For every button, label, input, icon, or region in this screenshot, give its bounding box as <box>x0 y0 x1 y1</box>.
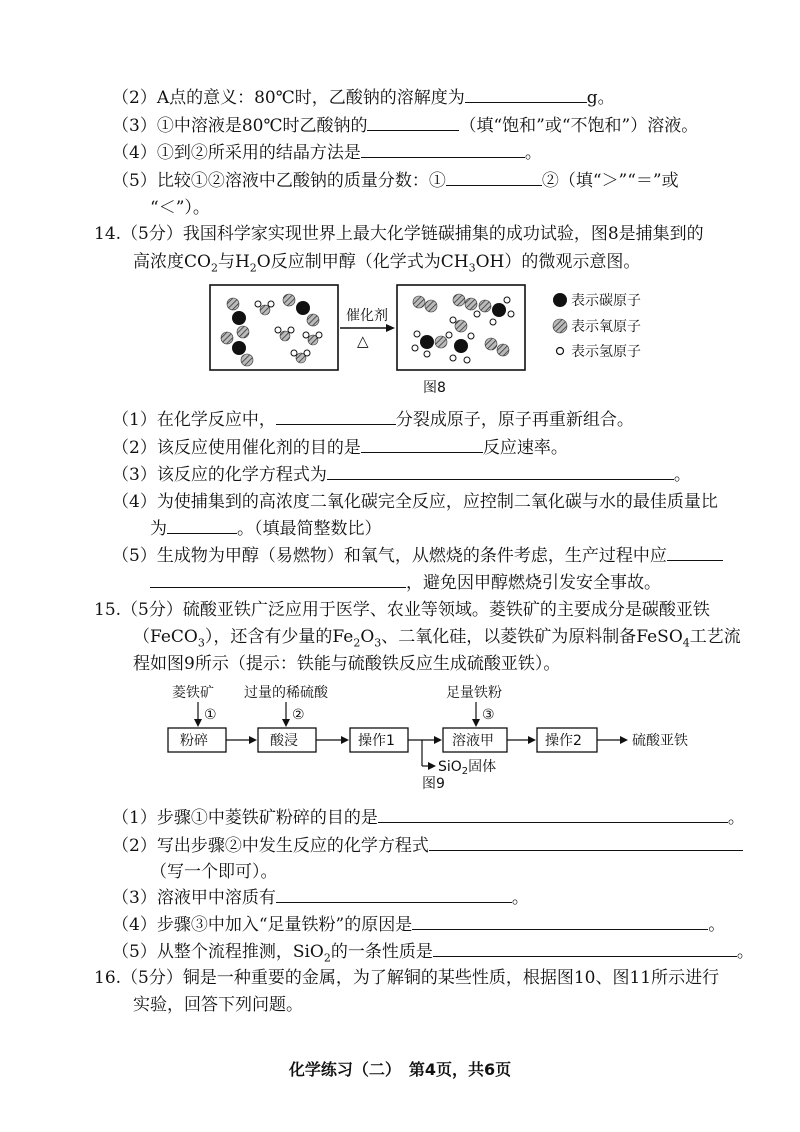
arrow-icon <box>528 736 536 744</box>
q15-part5: （5）从整个流程推测，SiO$_2$的一条性质是 。 <box>112 942 754 965</box>
svg-text:操作1: 操作1 <box>358 733 395 749</box>
arrow-icon <box>428 762 436 770</box>
answer-blank[interactable] <box>667 546 723 561</box>
svg-text:溶液甲: 溶液甲 <box>452 733 494 749</box>
arrow-icon <box>194 719 202 727</box>
q14-part1: （1）在化学反应中， 分裂成原子，原子再重新组合。 <box>112 410 634 430</box>
input-sulfuric-acid: 过量的稀硫酸 <box>244 685 328 701</box>
q15-part2: （2）写出步骤②中发生反应的化学方程式 <box>112 836 743 856</box>
h2o-molecule <box>291 350 310 363</box>
oxygen-atom-icon <box>553 319 567 333</box>
co2-molecule <box>221 332 253 366</box>
answer-blank[interactable] <box>327 465 674 480</box>
h2o-molecule <box>255 301 274 315</box>
q14-part4-cont: 为 。（填最简整数比） <box>150 519 382 539</box>
q14-part5: （5）生成物为甲醇（易燃物）和氧气，从燃烧的条件考虑，生产过程中应 <box>112 546 723 566</box>
figure-8-diagram <box>205 280 675 400</box>
svg-text:操作2: 操作2 <box>545 733 582 749</box>
product-ferrous-sulfate: 硫酸亚铁 <box>632 733 688 749</box>
o2-molecule <box>485 338 509 356</box>
arrow-icon <box>282 719 290 727</box>
h2o-molecule <box>303 332 322 345</box>
o2-molecule <box>413 296 437 312</box>
svg-text:酸浸: 酸浸 <box>270 733 298 749</box>
step-2-number: ② <box>292 707 305 723</box>
page-footer: 化学练习（二） 第4页，共6页 <box>288 1060 512 1079</box>
q14-stem: 14.（5分）我国科学家实现世界上最大化学链碳捕集的成功试验，图8是捕集到的 <box>94 224 704 244</box>
q15-part3: （3）溶液甲中溶质有 。 <box>112 888 529 908</box>
catalyst-label: 催化剂 <box>346 308 388 324</box>
carbon-atom-icon <box>553 293 567 307</box>
hydrogen-atom-icon <box>557 348 564 355</box>
answer-blank[interactable] <box>361 143 525 158</box>
q14-part4: （4）为使捕集到的高浓度二氧化碳完全反应，应控制二氧化碳与水的最佳质量比 <box>112 492 718 512</box>
methanol-molecule <box>474 297 514 325</box>
legend-hydrogen: 表示氢原子 <box>571 344 641 360</box>
arrow-icon <box>620 736 628 744</box>
q13-part3: （3）①中溶液是80℃时乙酸钠的 （填“饱和”或“不饱和”）溶液。 <box>112 116 699 136</box>
h2o-molecule <box>275 327 294 341</box>
q14-part5-cont: ，避免因甲醇燃烧引发安全事故。 <box>150 573 661 593</box>
q13-part4: （4）①到②所采用的结晶方法是 。 <box>112 143 542 163</box>
q14-stem-cont: 高浓度$CO_2$与$H_2O$反应制甲醇（化学式为$CH_3OH$）的微观示意图。 <box>133 252 641 275</box>
q14-part3: （3）该反应的化学方程式为 。 <box>112 465 691 485</box>
q16-stem: 16.（5分）铜是一种重要的金属，为了解铜的某些性质，根据图10、图11所示进行 <box>94 968 720 988</box>
reactants-box <box>210 285 338 370</box>
q13-part2: （2）A点的意义：80℃时，乙酸钠的溶解度为 g。 <box>112 88 615 108</box>
svg-text:粉碎: 粉碎 <box>180 733 208 749</box>
figure-9-flowchart <box>160 680 720 792</box>
figure-8-caption: 图8 <box>423 380 446 396</box>
q15-part2-cont: （写一个即可）。 <box>150 862 278 882</box>
answer-blank[interactable] <box>150 573 406 588</box>
answer-blank[interactable] <box>167 519 237 534</box>
q15-part1: （1）步骤①中菱铁矿粉碎的目的是 。 <box>112 808 745 828</box>
q16-stem-cont: 实验，回答下列问题。 <box>133 995 303 1015</box>
answer-blank[interactable] <box>378 808 728 823</box>
arrow-icon <box>249 736 257 744</box>
answer-blank[interactable] <box>276 410 396 425</box>
methanol-molecule <box>450 317 474 363</box>
arrow-icon <box>434 736 442 744</box>
arrow-head-icon <box>386 324 395 332</box>
q15-stem-cont: （FeCO$_3$），还含有少量的$Fe_2O_3$、二氧化硅，以菱铁矿为原料制备FeSO$_4$工艺流 <box>133 627 741 650</box>
answer-blank[interactable] <box>465 88 587 103</box>
answer-blank[interactable] <box>276 888 512 903</box>
legend-carbon: 表示碳原子 <box>571 293 641 309</box>
answer-blank[interactable] <box>367 116 459 131</box>
byproduct-sio2: SiO$_2$固体 <box>438 759 497 777</box>
heat-symbol: △ <box>357 332 369 350</box>
q14-part2: （2）该反应使用催化剂的目的是 反应速率。 <box>112 438 568 458</box>
input-iron-powder: 足量铁粉 <box>446 685 502 701</box>
q15-part4: （4）步骤③中加入“足量铁粉”的原因是 。 <box>112 915 726 935</box>
step-3-number: ③ <box>482 707 495 723</box>
step-1-number: ① <box>204 707 217 723</box>
q15-stem: 15.（5分）硫酸亚铁广泛应用于医学、农业等领域。菱铁矿的主要成分是碳酸亚铁 <box>94 600 710 620</box>
arrow-icon <box>341 736 349 744</box>
o2-molecule <box>453 294 477 310</box>
co2-molecule <box>227 298 249 338</box>
methanol-molecule <box>412 331 452 357</box>
co2-molecule <box>283 294 319 326</box>
answer-blank[interactable] <box>429 836 743 851</box>
arrow-icon <box>472 719 480 727</box>
answer-blank[interactable] <box>412 915 708 930</box>
answer-blank[interactable] <box>433 942 737 957</box>
answer-blank[interactable] <box>446 171 542 186</box>
answer-blank[interactable] <box>361 438 483 453</box>
q13-part5: （5）比较①②溶液中乙酸钠的质量分数：① ②（填“＞”“＝”或 <box>112 171 679 191</box>
legend-oxygen: 表示氧原子 <box>571 319 641 335</box>
input-siderite: 菱铁矿 <box>172 685 214 701</box>
figure-9-caption: 图9 <box>422 776 445 792</box>
q13-part5-cont: “＜”）。 <box>150 198 210 218</box>
q15-stem-cont2: 程如图9所示（提示：铁能与硫酸铁反应生成硫酸亚铁）。 <box>133 654 561 674</box>
